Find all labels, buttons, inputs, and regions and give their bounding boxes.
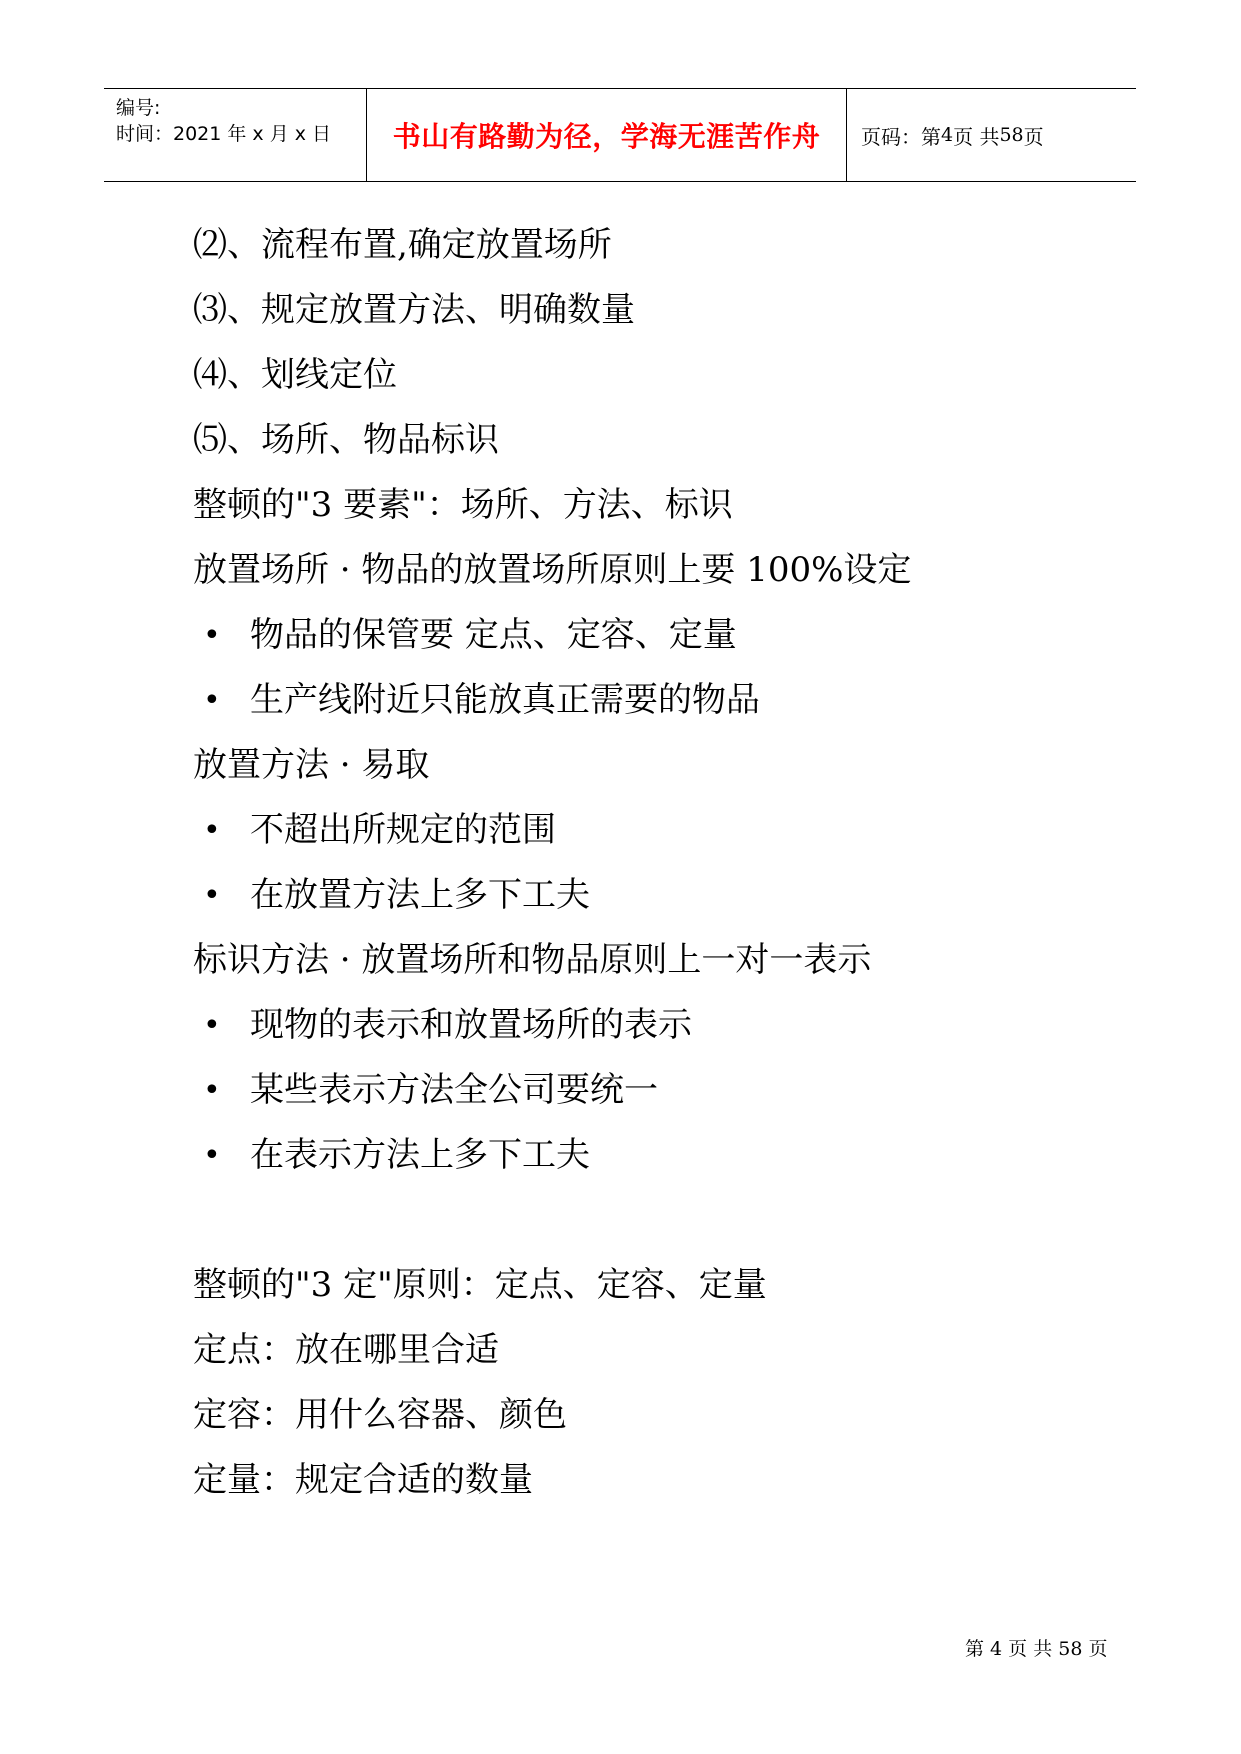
body-line: 定量：规定合适的数量 — [193, 1460, 533, 1500]
body-line: 标识方法 · 放置场所和物品原则上一对一表示 — [193, 940, 872, 980]
bullet-text: 生产线附近只能放真正需要的物品 — [250, 680, 760, 720]
bullet-text: 现物的表示和放置场所的表示 — [250, 1005, 692, 1045]
bullet-icon: • — [203, 813, 221, 848]
bullet-text: 在放置方法上多下工夫 — [250, 875, 590, 915]
body-line: ⑸、场所、物品标识 — [193, 420, 499, 460]
page-number: 4 — [941, 124, 954, 146]
bullet-text: 物品的保管要 定点、定容、定量 — [250, 615, 737, 655]
header-motto-cell — [367, 89, 847, 181]
bullet-icon: • — [203, 878, 221, 913]
body-line: ⑷、划线定位 — [193, 355, 397, 395]
bullet-icon: • — [203, 1138, 221, 1173]
blank-line — [193, 1188, 1133, 1253]
bullet-item — [193, 993, 1133, 1058]
body-line: 整顿的"3 定"原则：定点、定容、定量 — [193, 1265, 767, 1305]
bullet-item — [193, 603, 1133, 668]
page-header — [104, 88, 1136, 182]
bullet-item — [193, 798, 1133, 863]
bullet-item — [193, 1123, 1133, 1188]
bullet-icon: • — [203, 1073, 221, 1108]
bullet-item — [193, 1058, 1133, 1123]
document-body — [193, 213, 1133, 1513]
page-prefix: 页码：第 — [861, 124, 941, 149]
page-suffix: 页 — [1023, 124, 1044, 149]
header-motto: 书山有路勤为径，学海无涯苦作舟 — [392, 120, 821, 153]
page-total: 58 — [999, 124, 1024, 146]
document-number-label: 编号: — [116, 97, 161, 119]
document-time-label: 时间：2021 年 x 月 x 日 — [116, 123, 332, 145]
page-mid: 页 共 — [953, 124, 1000, 149]
bullet-icon: • — [203, 683, 221, 718]
body-line: 定容：用什么容器、颜色 — [193, 1395, 567, 1435]
body-line: ⑵、流程布置,确定放置场所 — [193, 225, 612, 265]
bullet-text: 在表示方法上多下工夫 — [250, 1135, 590, 1175]
header-info-cell — [104, 89, 367, 181]
bullet-text: 某些表示方法全公司要统一 — [250, 1070, 658, 1110]
bullet-icon: • — [203, 1008, 221, 1043]
bullet-item — [193, 668, 1133, 733]
page-footer: 第 4 页 共 58 页 — [965, 1638, 1108, 1660]
body-line: 放置方法 · 易取 — [193, 745, 430, 785]
bullet-item — [193, 863, 1133, 928]
body-line: 定点：放在哪里合适 — [193, 1330, 499, 1370]
header-page-cell — [847, 89, 1136, 181]
bullet-icon: • — [203, 618, 221, 653]
body-line: 放置场所 · 物品的放置场所原则上要 100%设定 — [193, 550, 912, 590]
body-line: ⑶、规定放置方法、明确数量 — [193, 290, 635, 330]
bullet-text: 不超出所规定的范围 — [250, 810, 556, 850]
body-line: 整顿的"3 要素"：场所、方法、标识 — [193, 485, 733, 525]
